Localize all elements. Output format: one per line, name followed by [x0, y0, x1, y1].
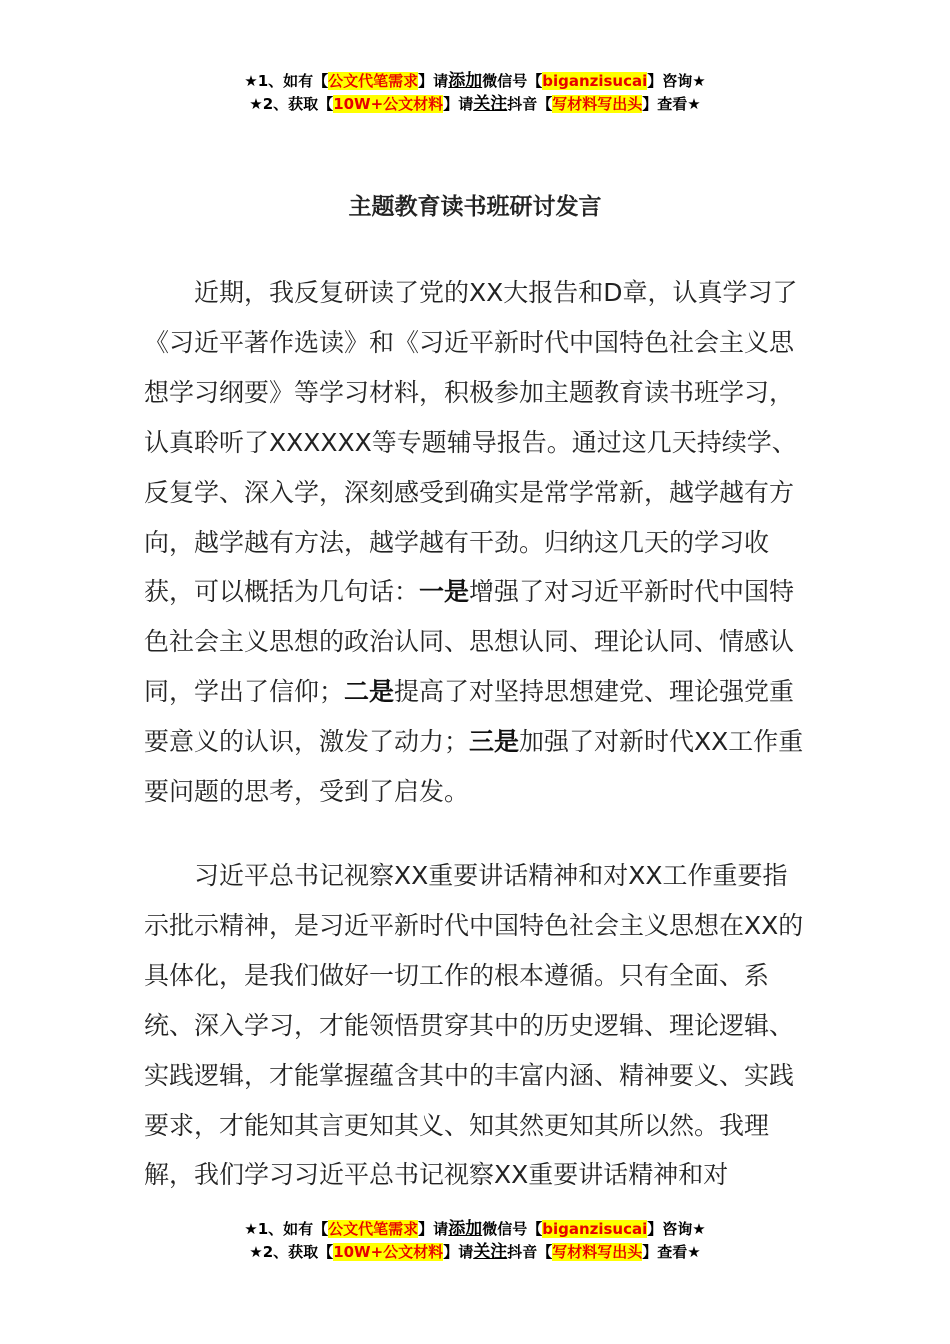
underlined-follow: 关注: [473, 94, 508, 114]
highlight-service: 公文代笔需求: [328, 1220, 419, 1238]
banner-line-1: ★1、如有【公文代笔需求】请添加微信号【biganzisucai】咨询★: [244, 1219, 706, 1239]
highlight-wechat-id: biganzisucai: [542, 1220, 648, 1238]
banner-line-1: ★1、如有【公文代笔需求】请添加微信号【biganzisucai】咨询★: [244, 71, 706, 91]
paragraph-2: 习近平总书记视察XX重要讲话精神和对XX工作重要指示批示精神，是习近平新时代中国特色社会主义思想在XX的具体化，是我们做好一切工作的根本遵循。只有全面、系统、深入学习，才能领悟贯穿其中的历史逻辑、理论逻辑、实践逻辑，才能掌握蕴含其中的丰富内涵、精神要义、实践要求，才能知其言更知其义、知其然更知其所以然。我理解，我们学习习近平总书记视察XX重要讲话精神和对: [144, 861, 804, 1190]
footer-banner: [0, 1218, 950, 1264]
highlight-materials: 10W+公文材料: [333, 95, 444, 113]
underlined-add: 添加: [448, 71, 483, 91]
underlined-add: 添加: [448, 1219, 483, 1239]
highlight-service: 公文代笔需求: [328, 72, 419, 90]
highlight-wechat-id: biganzisucai: [542, 72, 648, 90]
highlight-account: 写材料写出头: [552, 95, 643, 113]
banner-line-2: ★2、获取【10W+公文材料】请关注抖音【写材料写出头】查看★: [249, 94, 701, 114]
highlight-account: 写材料写出头: [552, 1243, 643, 1261]
document-title: 主题教育读书班研讨发言: [348, 194, 602, 220]
point-three: 三是: [469, 727, 520, 757]
paragraph-1: 近期，我反复研读了党的XX大报告和D章，认真学习了《习近平著作选读》和《习近平新时代中国特色社会主义思想学习纲要》等学习材料，积极参加主题教育读书班学习，认真聆听了XXXXXX等专题辅导报告。通过这几天持续学、反复学、深入学，深刻感受到确实是常学常新，越学越有方向，越学越有方法，越学越有干劲。归纳这几天的学习收获，可以概括为几句话：一是增强了对习近平新时代中国特色社会主义思想的政治认同、思想认同、理论认同、情感认同，学出了信仰；二是提高了对坚持思想建党、理论强党重要意义的认识，激发了动力；三是加强了对新时代XX工作重要问题的思考，受到了启发。: [144, 278, 804, 807]
point-two: 二是: [344, 677, 395, 707]
point-one: 一是: [419, 577, 470, 607]
header-banner: [0, 70, 950, 116]
banner-line-2: ★2、获取【10W+公文材料】请关注抖音【写材料写出头】查看★: [249, 1242, 701, 1262]
highlight-materials: 10W+公文材料: [333, 1243, 444, 1261]
underlined-follow: 关注: [473, 1242, 508, 1262]
